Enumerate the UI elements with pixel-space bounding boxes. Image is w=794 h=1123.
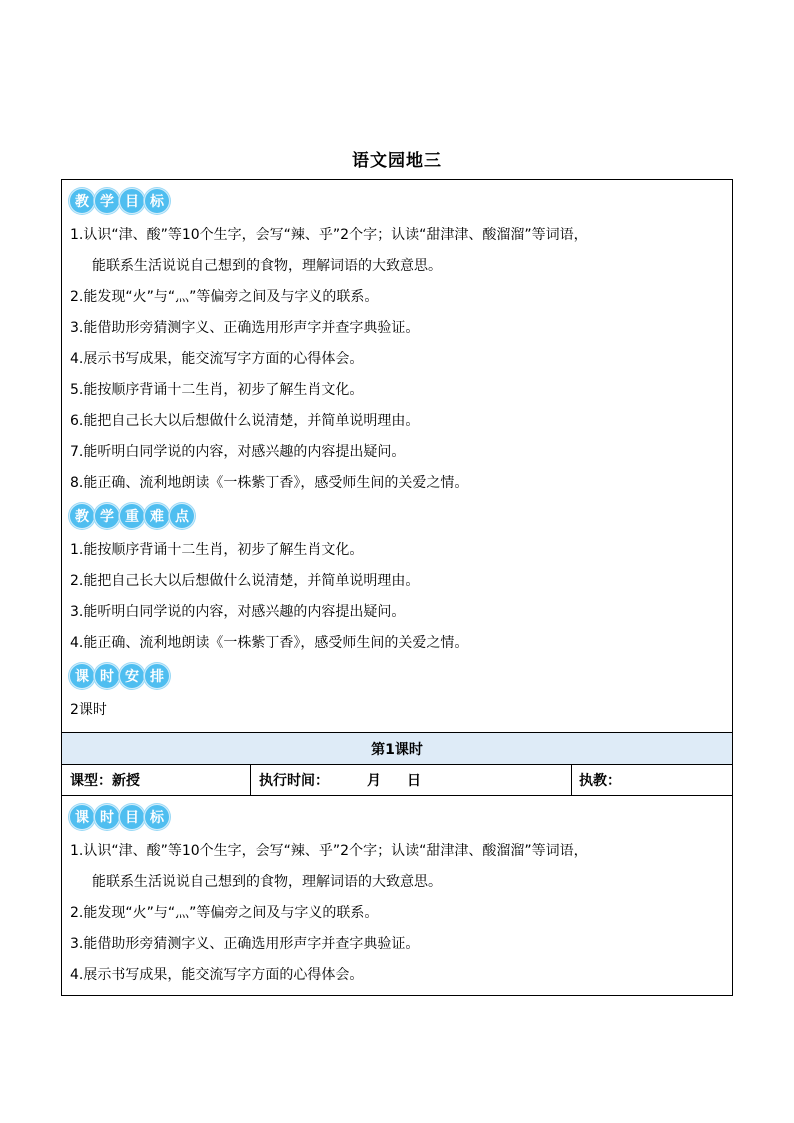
day-label: 日: [407, 773, 421, 789]
goal-item: 7.能听明白同学说的内容，对感兴趣的内容提出疑问。: [70, 444, 406, 460]
teaching-goals-section: [62, 180, 732, 732]
badge-char: 目: [119, 804, 145, 830]
goal-item: 4.展示书写成果，能交流写字方面的心得体会。: [70, 351, 364, 367]
lesson-goal-item: 4.展示书写成果，能交流写字方面的心得体会。: [70, 967, 364, 983]
lesson-plan-table: [61, 179, 733, 996]
goal-item: 1.认识“津、酸”等10个生字，会写“辣、乎”2个字；认读“甜津津、酸溜溜”等词语，: [70, 227, 588, 243]
schedule-text: 2课时: [70, 702, 107, 718]
badge-char: 安: [119, 663, 145, 689]
goal-item: 3.能借助形旁猜测字义、正确选用形声字并查字典验证。: [70, 320, 420, 336]
badge-char: 时: [94, 663, 120, 689]
month-label: 月: [367, 773, 381, 789]
badge-char: 难: [144, 503, 170, 529]
schedule-badge: [69, 663, 724, 689]
badge-char: 排: [144, 663, 170, 689]
lesson-time-cell: [251, 765, 572, 795]
badge-char: 点: [169, 503, 195, 529]
teacher-cell: [572, 765, 732, 795]
badge-char: 学: [94, 503, 120, 529]
goal-item: 6.能把自己长大以后想做什么说清楚，并简单说明理由。: [70, 413, 420, 429]
lesson-goals-badge: [69, 804, 724, 830]
lesson-goal-item-continued: 能联系生活说说自己想到的食物，理解词语的大致意思。: [92, 874, 442, 890]
badge-char: 标: [144, 188, 170, 214]
page-title: 语文园地三: [352, 151, 442, 171]
lesson-goal-item: 3.能借助形旁猜测字义、正确选用形声字并查字典验证。: [70, 936, 420, 952]
badge-char: 课: [69, 804, 95, 830]
teacher-label: 执教：: [579, 773, 621, 789]
lesson-goals-section: [62, 795, 732, 995]
badge-char: 重: [119, 503, 145, 529]
badge-char: 时: [94, 804, 120, 830]
lesson-goal-item: 1.认识“津、酸”等10个生字，会写“辣、乎”2个字；认读“甜津津、酸溜溜”等词语，: [70, 843, 588, 859]
goal-item: 5.能按顺序背诵十二生肖，初步了解生肖文化。: [70, 382, 364, 398]
lesson-heading-row: [62, 732, 732, 764]
key-point-item: 1.能按顺序背诵十二生肖，初步了解生肖文化。: [70, 542, 364, 558]
teaching-goals-badge: [69, 188, 724, 214]
key-point-item: 3.能听明白同学说的内容，对感兴趣的内容提出疑问。: [70, 604, 406, 620]
lesson-type: 课型：新授: [70, 773, 140, 789]
goal-item-continued: 能联系生活说说自己想到的食物，理解词语的大致意思。: [92, 258, 442, 274]
badge-char: 课: [69, 663, 95, 689]
goal-item: 8.能正确、流利地朗读《一株紫丁香》，感受师生间的关爱之情。: [70, 475, 469, 491]
lesson-goal-item: 2.能发现“火”与“灬”等偏旁之间及与字义的联系。: [70, 905, 379, 921]
key-point-item: 2.能把自己长大以后想做什么说清楚，并简单说明理由。: [70, 573, 420, 589]
lesson-heading: 第1课时: [371, 741, 423, 758]
key-points-badge: [69, 503, 724, 529]
badge-char: 学: [94, 188, 120, 214]
lesson-meta-row: [62, 764, 732, 795]
time-label: 执行时间：: [259, 773, 329, 789]
badge-char: 标: [144, 804, 170, 830]
lesson-type-cell: [62, 765, 251, 795]
badge-char: 教: [69, 503, 95, 529]
badge-char: 教: [69, 188, 95, 214]
goal-item: 2.能发现“火”与“灬”等偏旁之间及与字义的联系。: [70, 289, 379, 305]
key-point-item: 4.能正确、流利地朗读《一株紫丁香》，感受师生间的关爱之情。: [70, 635, 469, 651]
badge-char: 目: [119, 188, 145, 214]
